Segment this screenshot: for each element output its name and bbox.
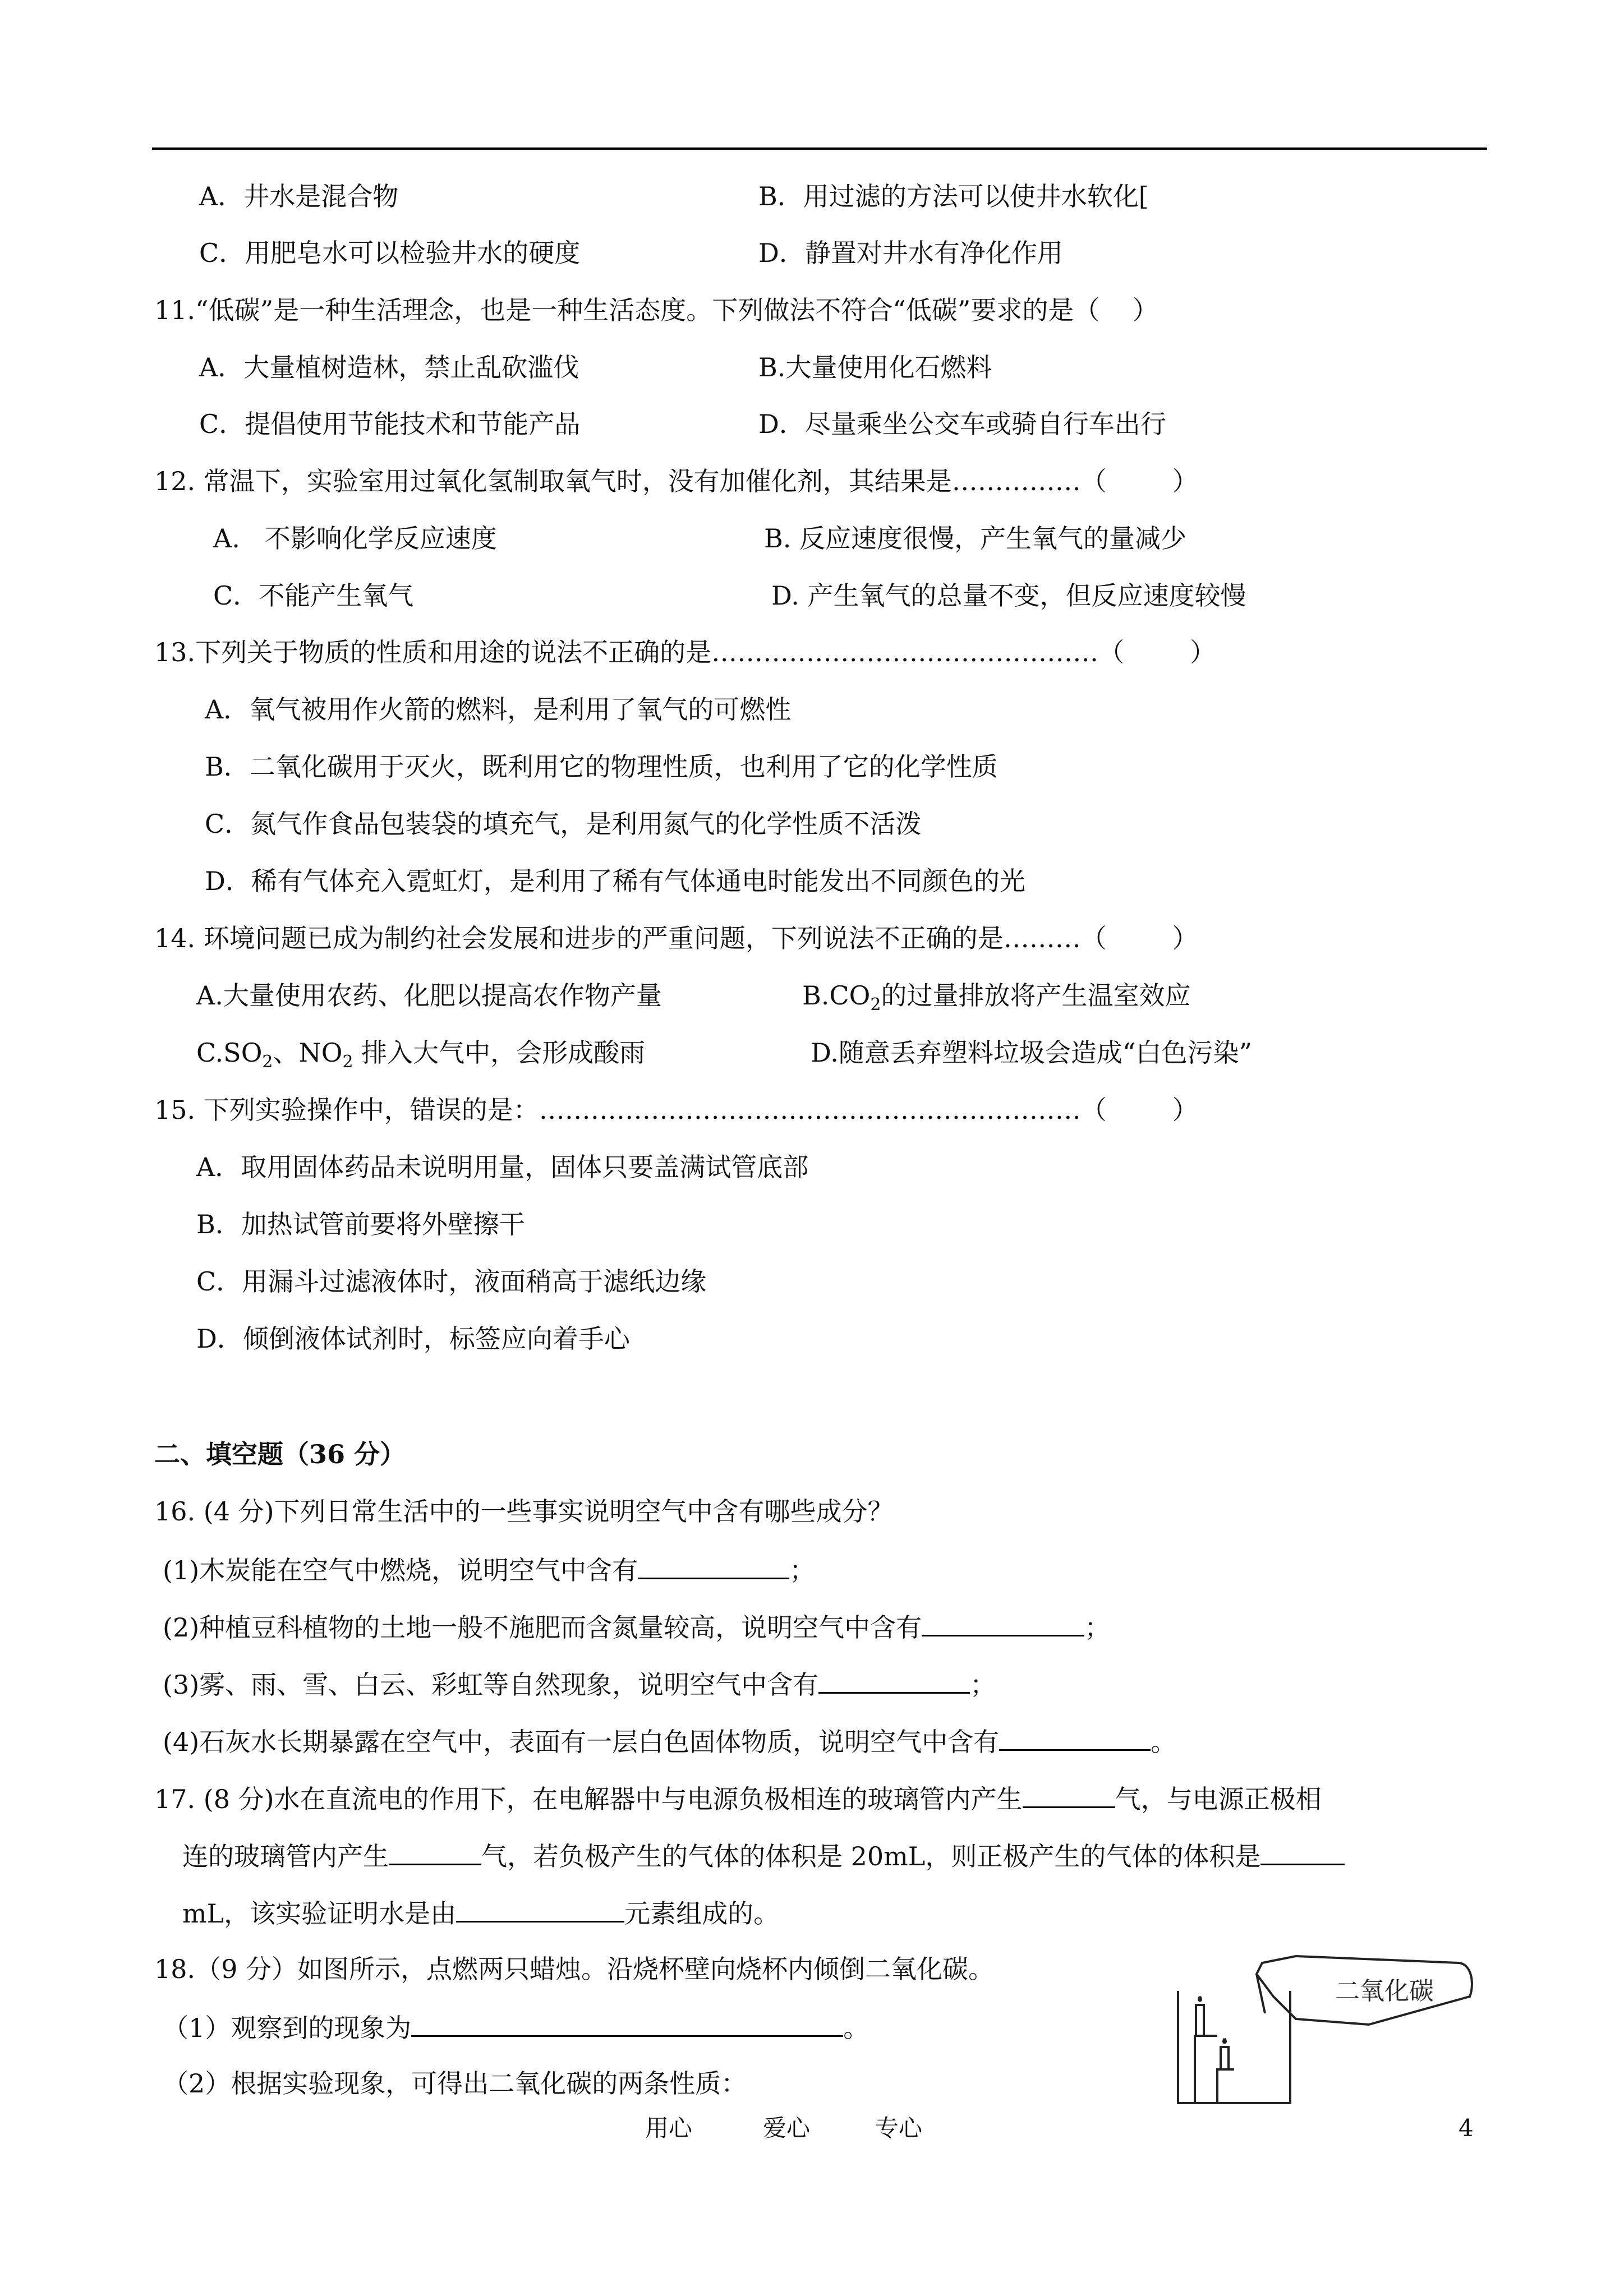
q17-line-3: mL，该实验证明水是由 元素组成的。 (182, 1896, 779, 1929)
answer-blank[interactable] (818, 1667, 970, 1694)
footer-item-3: 专心 (875, 2114, 923, 2142)
answer-blank[interactable] (638, 1553, 789, 1579)
q11-option-a: A．大量植树造林，禁止乱砍滥伐 (199, 352, 579, 382)
q11-option-d: D．尽量乘坐公交车或骑自行车出行 (758, 409, 1166, 439)
q12-option-a: A. 不影响化学反应速度 (213, 523, 497, 554)
q13-option-d: D．稀有气体充入霓虹灯，是利用了稀有气体通电时能发出不同颜色的光 (205, 866, 1025, 896)
q14-stem: 14. 环境问题已成为制约社会发展和进步的严重问题，下列说法不正确的是………（ ） (154, 923, 1198, 953)
figure-label: 二氧化碳 (1335, 1977, 1434, 2005)
candle-tall-icon (1196, 2005, 1204, 2036)
q17-line-1: 17. (8 分)水在直流电的作用下，在电解器中与电源负极相连的玻璃管内产生 气，与电源正极相 (154, 1782, 1322, 1815)
q13-option-a: A．氧气被用作火箭的燃料，是利用了氧气的可燃性 (205, 694, 792, 725)
q10-option-a: A．井水是混合物 (199, 181, 399, 211)
section-heading: 二、填空题（36 分） (154, 1439, 406, 1469)
q18-stem: 18.（9 分）如图所示，点燃两只蜡烛。沿烧杯壁向烧杯内倾倒二氧化碳。 (154, 1954, 995, 1984)
q16-item-1: (1)木炭能在空气中燃烧，说明空气中含有 ； (163, 1553, 815, 1586)
answer-blank[interactable] (999, 1725, 1151, 1751)
q12-stem: 12. 常温下，实验室用过氧化氢制取氧气时，没有加催化剂，其结果是……………（ ） (154, 466, 1198, 496)
q12-option-c: C．不能产生氧气 (213, 580, 414, 611)
answer-blank[interactable] (456, 1896, 624, 1922)
q13-option-c: C．氮气作食品包装袋的填充气，是利用氮气的化学性质不活泼 (205, 809, 922, 839)
q12-option-d: D. 产生氧气的总量不变，但反应速度较慢 (771, 580, 1246, 611)
q13-option-b: B．二氧化碳用于灭火，既利用它的物理性质，也利用了它的化学性质 (205, 751, 998, 782)
candle-short-icon (1221, 2047, 1229, 2069)
header-rule (152, 147, 1487, 150)
q10-option-b: B．用过滤的方法可以使井水软化[ (758, 181, 1149, 211)
q16-item-4: (4)石灰水长期暴露在空气中，表面有一层白色固体物质，说明空气中含有 。 (163, 1725, 1176, 1758)
q18-item-1: （1）观察到的现象为 。 (163, 2011, 869, 2044)
answer-blank[interactable] (411, 2011, 843, 2037)
q11-stem: 11.“低碳”是一种生活理念，也是一种生活态度。下列做法不符合“低碳”要求的是（ ） (154, 295, 1158, 325)
answer-blank[interactable] (1260, 1839, 1345, 1865)
q14-option-c: $C.SO_2$、$NO_2$ 排入大气中，会形成酸雨 (196, 1038, 646, 1072)
q15-option-c: C．用漏斗过滤液体时，液面稍高于滤纸边缘 (196, 1266, 707, 1297)
answer-blank[interactable] (922, 1610, 1084, 1636)
page-number: 4 (1459, 2114, 1474, 2142)
q15-option-d: D．倾倒液体试剂时，标签应向着手心 (196, 1324, 630, 1354)
q11-option-b: B.大量使用化石燃料 (758, 352, 992, 382)
answer-blank[interactable] (1023, 1782, 1115, 1808)
candle-beaker-figure (1167, 1952, 1481, 2114)
answer-blank[interactable] (389, 1839, 481, 1865)
q14-option-b: $B.CO_2$的过量排放将产生温室效应 (802, 980, 1191, 1015)
q18-item-2: （2）根据实验现象，可得出二氧化碳的两条性质： (163, 2068, 747, 2099)
q16-item-3: (3)雾、雨、雪、白云、彩虹等自然现象，说明空气中含有 ； (163, 1667, 996, 1700)
q13-stem: 13.下列关于物质的性质和用途的说法不正确的是………………………………………（ ） (154, 637, 1216, 667)
q14-option-d: D.随意丢弃塑料垃圾会造成“白色污染” (811, 1038, 1252, 1068)
q15-option-a: A．取用固体药品未说明用量，固体只要盖满试管底部 (196, 1152, 809, 1182)
q15-option-b: B．加热试管前要将外壁擦干 (196, 1209, 525, 1239)
footer-item-1: 用心 (645, 2114, 693, 2142)
q12-option-b: B. 反应速度很慢，产生氧气的量减少 (764, 523, 1187, 554)
q10-option-c: C．用肥皂水可以检验井水的硬度 (199, 238, 581, 268)
q16-stem: 16. (4 分)下列日常生活中的一些事实说明空气中含有哪些成分？ (154, 1496, 894, 1527)
q11-option-c: C．提倡使用节能技术和节能产品 (199, 409, 581, 439)
footer-item-2: 爱心 (763, 2114, 811, 2142)
q17-line-2: 连的玻璃管内产生 气，若负极产生的气体的体积是 20mL，则正极产生的气体的体积是 (182, 1839, 1345, 1872)
q15-stem: 15. 下列实验操作中，错误的是：………………………………………………………（ ） (154, 1095, 1198, 1125)
q10-option-d: D．静置对井水有净化作用 (758, 238, 1063, 268)
q14-option-a: A.大量使用农药、化肥以提高农作物产量 (196, 980, 662, 1011)
q16-item-2: (2)种植豆科植物的土地一般不施肥而含氮量较高，说明空气中含有 ； (163, 1610, 1110, 1643)
